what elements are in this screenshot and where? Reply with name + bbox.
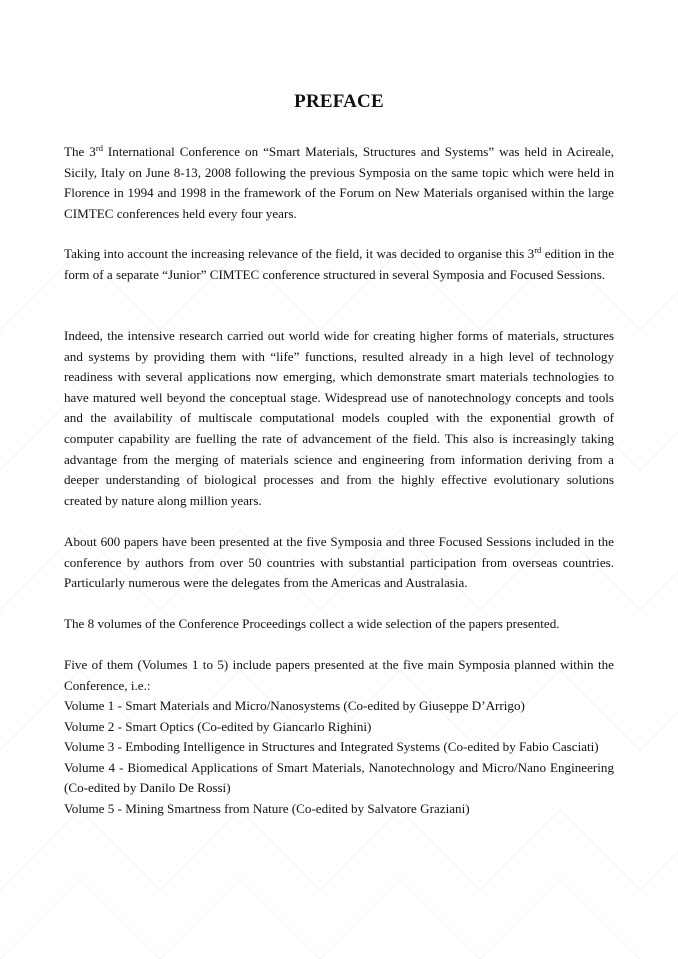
paragraph-proceedings: The 8 volumes of the Conference Proceedings collect a wide selection of the papers presented. (64, 616, 560, 631)
volume-list (64, 696, 614, 820)
paragraph-conference-intro: The 3rd International Conference on “Smart Materials, Structures and Systems” was held in Acireale, Sicily, Italy on June 8-13, 2008 following the previous Symposia on the same topic which were held in Florence in 1994 and 1998 in the framework of the Forum on New Materials organised within the large CIMTEC conferences held every four years. (64, 143, 614, 221)
ordinal-superscript: rd (534, 245, 542, 255)
list-item: Volume 3 - Emboding Intelligence in Structures and Integrated Systems (Co-edited by Fabio Casciati) (64, 739, 599, 755)
paragraph-research: Indeed, the intensive research carried out world wide for creating higher forms of materials, structures and systems by providing them with “life” functions, resulted already in a high level of technology readiness with several applications now emerging, which demonstrate smart materials technologies to have matured well beyond the conceptual stage. Widespread use of nanotechnology concepts and tools and the availability of multiscale computational models coupled with the exponential growth of computer capability are fuelling the rate of advancement of the field. This also is increasingly taking advantage from the merging of materials science and engineering from information deriving from a deeper understanding of biological processes and from the highly effective evolutionary solutions created by nature along million years. (64, 328, 614, 508)
paragraph-papers: About 600 papers have been presented at the five Symposia and three Focused Sessions included in the conference by authors from over 50 countries with substantial participation from overseas countries. Particularly numerous were the delegates from the Americas and Australasia. (64, 534, 614, 591)
page-title: PREFACE (294, 91, 384, 112)
ordinal-superscript: rd (95, 143, 103, 153)
paragraph-volumes-intro: Five of them (Volumes 1 to 5) include papers presented at the five main Symposia planned within the Conference, i.e.: (64, 657, 614, 693)
list-item: Volume 4 - Biomedical Applications of Smart Materials, Nanotechnology and Micro/Nano Engineering (Co-edited by Danilo De Rossi) (64, 759, 614, 796)
paragraph-edition: Taking into account the increasing relevance of the field, it was decided to organise this 3rd edition in the form of a separate “Junior” CIMTEC conference structured in several Symposia and Focused Sessions. (64, 245, 615, 282)
list-item: Volume 2 - Smart Optics (Co-edited by Giancarlo Righini) (64, 718, 372, 734)
list-item: Volume 1 - Smart Materials and Micro/Nanosystems (Co-edited by Giuseppe D’Arrigo) (64, 698, 525, 713)
list-item: Volume 5 - Mining Smartness from Nature (Co-edited by Salvatore Graziani) (64, 800, 470, 816)
